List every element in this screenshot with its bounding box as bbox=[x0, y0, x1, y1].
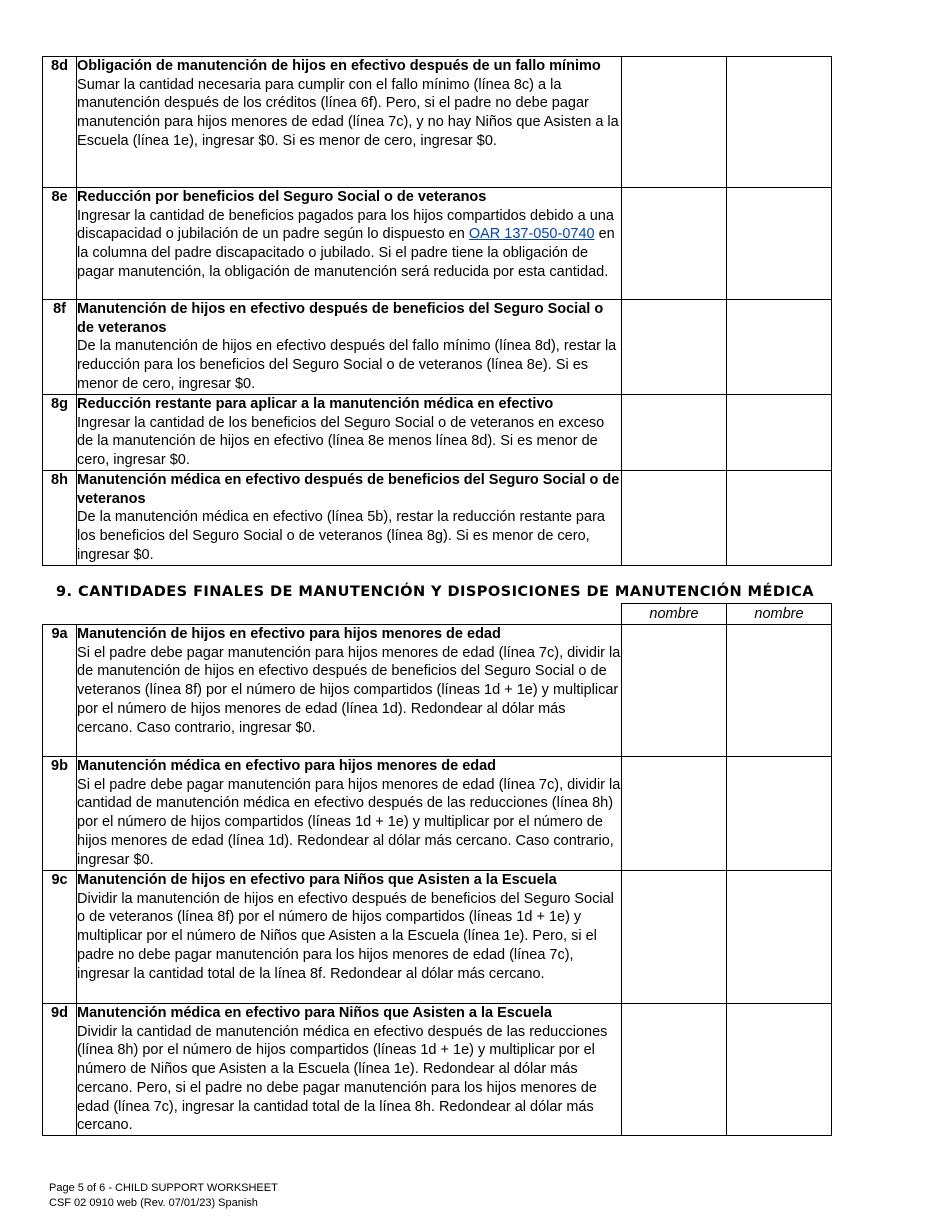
line-instructions: Dividir la manutención de hijos en efectivo después de beneficios del Seguro Social o de veteranos (línea 8f) por el número de hijos compartidos (líneas 1d + 1e) y multiplicar por el número de Niños que Asisten a la Escuela (línea 1e). Pero, si el padre no debe pagar manutención para los hijos menores de edad (línea 7c), ingresar la cantidad total de la línea 8f. Redondear al dólar más cercano. bbox=[77, 890, 614, 982]
column-label-parent-2: nombre bbox=[726, 603, 832, 624]
line-description bbox=[77, 871, 622, 1004]
row-9d bbox=[43, 1004, 832, 1136]
footer-page-info: Page 5 of 6 - CHILD SUPPORT WORKSHEET bbox=[49, 1182, 278, 1194]
line-code: 8g bbox=[43, 395, 77, 471]
amount-cell-parent-2[interactable] bbox=[726, 188, 831, 300]
line-code: 9a bbox=[43, 625, 77, 757]
amount-cell-parent-1[interactable] bbox=[621, 57, 726, 188]
line-title: Manutención de hijos en efectivo después de beneficios del Seguro Social o de veteranos bbox=[77, 301, 604, 336]
line-title: Reducción restante para aplicar a la manutención médica en efectivo bbox=[77, 396, 554, 412]
amount-cell-parent-2[interactable] bbox=[726, 871, 831, 1004]
line-title: Manutención médica en efectivo después de beneficios del Seguro Social o de veteranos bbox=[77, 472, 620, 507]
line-title: Manutención médica en efectivo para Niños que Asisten a la Escuela bbox=[77, 1005, 552, 1021]
line-code: 9d bbox=[43, 1004, 77, 1136]
line-code: 8h bbox=[43, 471, 77, 566]
line-description bbox=[77, 395, 622, 471]
footer-form-id: CSF 02 0910 web (Rev. 07/01/23) Spanish bbox=[49, 1197, 258, 1209]
instructions-text: en la columna del padre discapacitado o jubilado. Si el padre tiene la obligación de pagar manutención, la obligación de manutención será reducida por esta cantidad. bbox=[77, 226, 615, 280]
amount-cell-parent-1[interactable] bbox=[621, 1004, 726, 1136]
row-8g bbox=[43, 395, 832, 471]
amount-cell-parent-1[interactable] bbox=[621, 471, 726, 566]
amount-cell-parent-2[interactable] bbox=[726, 471, 831, 566]
amount-cell-parent-2[interactable] bbox=[726, 57, 831, 188]
line-title: Manutención médica en efectivo para hijos menores de edad bbox=[77, 758, 497, 774]
row-9b bbox=[43, 757, 832, 871]
row-8h bbox=[43, 471, 832, 566]
line-description bbox=[77, 300, 622, 395]
line-description bbox=[77, 57, 622, 188]
amount-cell-parent-1[interactable] bbox=[621, 625, 726, 757]
amount-cell-parent-2[interactable] bbox=[726, 300, 831, 395]
line-title: Manutención de hijos en efectivo para hijos menores de edad bbox=[77, 626, 501, 642]
amount-cell-parent-2[interactable] bbox=[726, 395, 831, 471]
instructions-text: Ingresar la cantidad de beneficios pagados para los hijos compartidos debido a una discapacidad o jubilación de un padre según lo dispuesto en bbox=[77, 207, 614, 243]
line-description bbox=[77, 471, 622, 566]
line-instructions: Dividir la cantidad de manutención médica en efectivo después de las reducciones (línea 8h) por el número de hijos compartidos (líneas 1d + 1e) y multiplicar por el número de Niños que Asisten a la Escuela (línea 1e). Redondear al dólar más cercano. Pero, si el padre no debe pagar manutención para los hijos menores de edad (línea 7c), ingresar la cantidad total de la línea 8h. Redondear al dólar más cercano. bbox=[77, 1023, 608, 1134]
line-code: 9c bbox=[43, 871, 77, 1004]
column-label-parent-1: nombre bbox=[621, 603, 727, 624]
line-instructions: Si el padre debe pagar manutención para hijos menores de edad (línea 7c), dividir la de manutención de hijos en efectivo después de beneficios del Seguro Social o de veteranos (línea 8f) por el número de hijos compartidos (líneas 1d + 1e) y multiplicar por el número de hijos menores de edad (línea 1d). Redondear al dólar más cercano. Caso contrario, ingresar $0. bbox=[77, 644, 621, 736]
oar-link[interactable]: OAR 137-050-0740 bbox=[468, 226, 595, 243]
amount-cell-parent-1[interactable] bbox=[621, 757, 726, 871]
line-code: 8d bbox=[43, 57, 77, 188]
line-code: 8e bbox=[43, 188, 77, 300]
line-title: Obligación de manutención de hijos en efectivo después de un fallo mínimo bbox=[77, 58, 601, 74]
amount-cell-parent-1[interactable] bbox=[621, 871, 726, 1004]
amount-cell-parent-1[interactable] bbox=[621, 395, 726, 471]
line-instructions: De la manutención médica en efectivo (línea 5b), restar la reducción restante para los beneficios del Seguro Social o de veteranos (línea 8g). Si es menor de cero, ingresar $0. bbox=[77, 509, 605, 563]
line-title: Manutención de hijos en efectivo para Niños que Asisten a la Escuela bbox=[77, 872, 557, 888]
line-description bbox=[77, 757, 622, 871]
line-description bbox=[77, 188, 622, 300]
row-9c bbox=[43, 871, 832, 1004]
line-instructions: Ingresar la cantidad de los beneficios del Seguro Social o de veteranos en exceso de la manutención de hijos en efectivo (línea 8e menos línea 8d). Si es menor de cero, ingresar $0. bbox=[77, 414, 605, 469]
line-instructions: Sumar la cantidad necesaria para cumplir con el fallo mínimo (línea 8c) a la manutención después de los créditos (línea 6f). Pero, si el padre no debe pagar manutención para hijos menores de edad (línea 7c), y no hay Niños que Asisten a la Escuela (línea 1e), ingresar $0. Si es menor de cero, ingresar $0. bbox=[77, 76, 619, 149]
amount-cell-parent-2[interactable] bbox=[726, 757, 831, 871]
line-title: Reducción por beneficios del Seguro Social o de veteranos bbox=[77, 189, 487, 205]
row-8f bbox=[43, 300, 832, 395]
row-8d bbox=[43, 57, 832, 188]
row-8e bbox=[43, 188, 832, 300]
section-9-title: 9. CANTIDADES FINALES DE MANUTENCIÓN Y DISPOSICIONES DE MANUTENCIÓN MÉDICA bbox=[56, 583, 814, 600]
section-8-table bbox=[42, 56, 832, 566]
row-9a bbox=[43, 625, 832, 757]
line-description bbox=[77, 1004, 622, 1136]
amount-cell-parent-1[interactable] bbox=[621, 300, 726, 395]
amount-cell-parent-2[interactable] bbox=[726, 1004, 831, 1136]
line-code: 9b bbox=[43, 757, 77, 871]
amount-cell-parent-2[interactable] bbox=[726, 625, 831, 757]
amount-cell-parent-1[interactable] bbox=[621, 188, 726, 300]
section-9-table bbox=[42, 624, 832, 1136]
line-code: 8f bbox=[43, 300, 77, 395]
line-instructions bbox=[77, 207, 621, 282]
line-instructions: De la manutención de hijos en efectivo después del fallo mínimo (línea 8d), restar la reducción para los beneficios del Seguro Social o de veteranos (línea 8e). Si es menor de cero, ingresar $0. bbox=[77, 338, 617, 392]
line-instructions: Si el padre debe pagar manutención para hijos menores de edad (línea 7c), dividir la cantidad de manutención médica en efectivo después de las reducciones (línea 8h) por el número de hijos compartidos (líneas 1d + 1e) y multiplicar por el número de hijos menores de edad (línea 1d). Redondear al dólar más cercano. Caso contrario, ingresar $0. bbox=[77, 776, 621, 868]
line-description bbox=[77, 625, 622, 757]
